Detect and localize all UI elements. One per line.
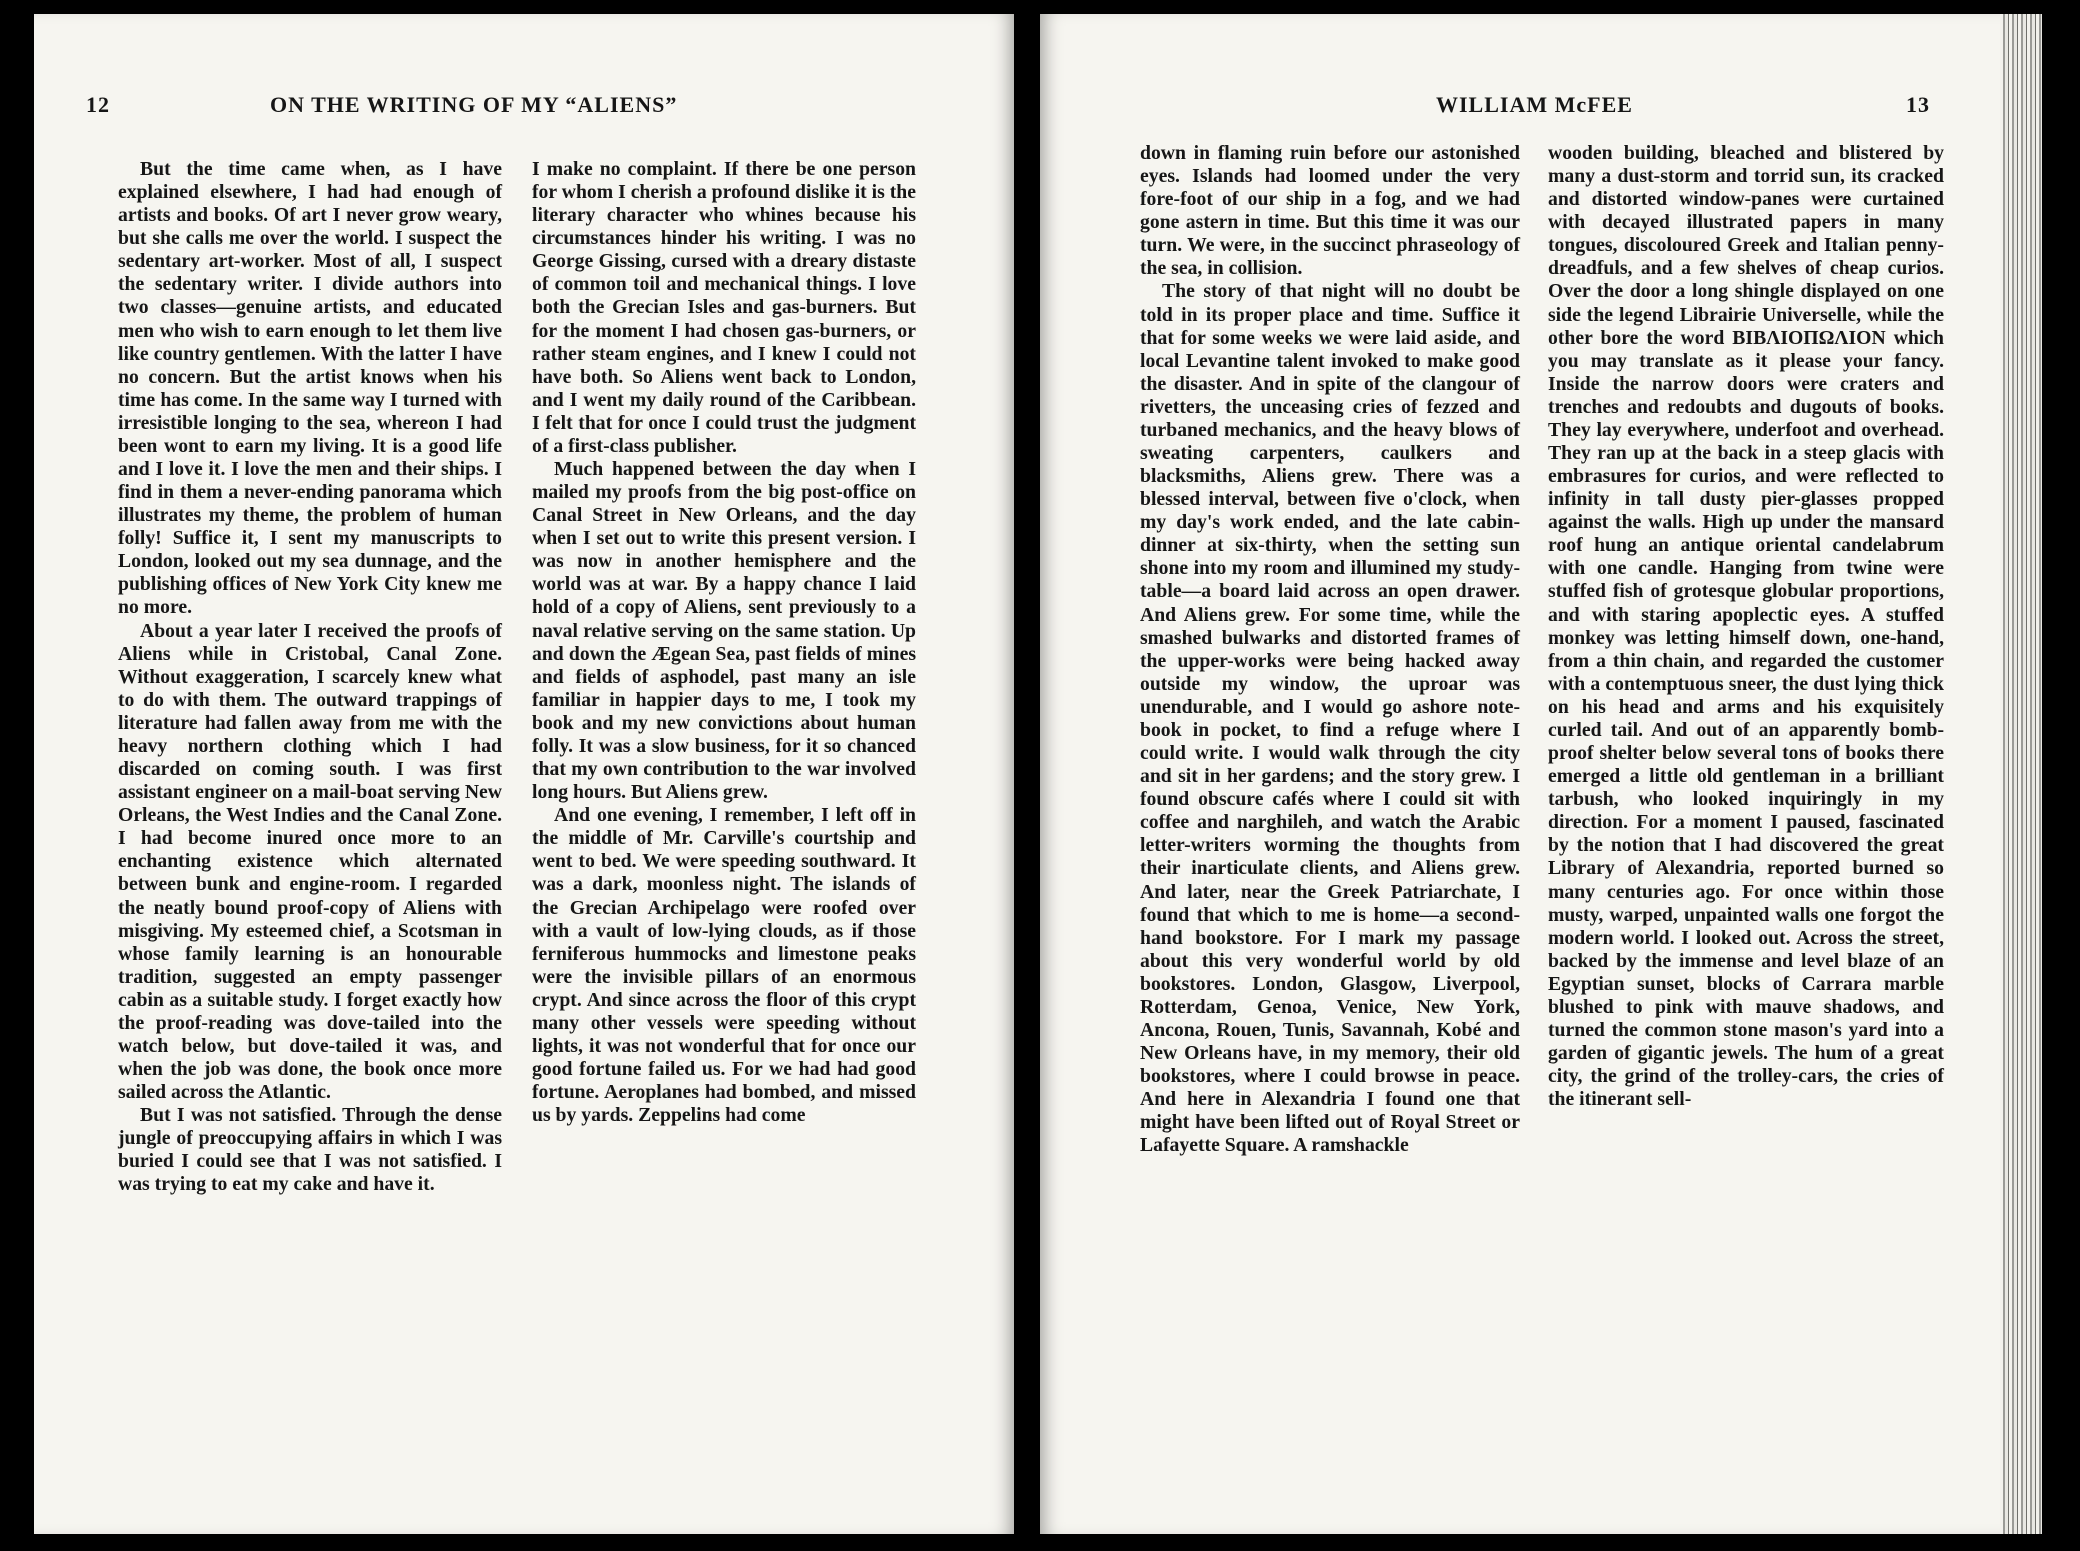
right-page-number: 13 bbox=[1906, 92, 1930, 117]
page-edges bbox=[2000, 14, 2042, 1534]
right-text-column-2 bbox=[1548, 142, 1944, 1111]
paragraph: The story of that night will no doubt be told in its proper place and time. Suffice it that for some weeks we were laid aside, and local Levantine talent invoked to make good the disaster. And in spite of the clangour of rivetters, the unceasing cries of fezzed and turbaned mechanics, and the heavy blows of sweating carpenters, caulkers and blacksmiths, Aliens grew. There was a blessed interval, between five o'clock, when my day's work ended, and the late cabin-dinner at six-thirty, when the setting sun shone into my room and illumined my study-table—a board laid across an open drawer. And Aliens grew. For some time, while the smashed bulwarks and distorted frames of the upper-works were being hacked away outside my window, the uproar was unendurable, and I would go ashore note-book in pocket, to find a refuge where I could write. I would walk through the city and sit in her gardens; and the story grew. I found obscure cafés where I could sit with coffee and narghileh, and watch the Arabic letter-writers worming the thoughts from their inarticulate clients, and Aliens grew. And later, near the Greek Patriarchate, I found that which to me is home—a second-hand bookstore. For I mark my passage about this very wonderful world by old bookstores. London, Glasgow, Liverpool, Rotterdam, Genoa, Venice, New York, Ancona, Rouen, Tunis, Savannah, Kobé and New Orleans have, in my memory, their old bookstores, where I could browse in peace. And here in Alexandria I found one that might have been lifted out of Royal Street or Lafayette Square. A ramshackle bbox=[1140, 280, 1520, 1157]
left-text-column-2 bbox=[532, 158, 916, 1127]
paragraph: down in flaming ruin before our astonished eyes. Islands had loomed under the very fore-foot of our ship in a fog, and we had gone astern in time. But this time it was our turn. We were, in the succinct phraseology of the sea, in collision. bbox=[1140, 142, 1520, 280]
paragraph: And one evening, I remember, I left off in the middle of Mr. Carville's courtship and went to bed. We were speeding southward. It was a dark, moonless night. The islands of the Grecian Archipelago were roofed over with a vault of low-lying clouds, as if those ferniferous hummocks and limestone peaks were the invisible pillars of an enormous crypt. And since across the floor of this crypt many other vessels were speeding without lights, it was not wonderful that for once our good fortune failed us. For we had had good fortune. Aeroplanes had bombed, and missed us by yards. Zeppelins had come bbox=[532, 804, 916, 1127]
right-running-head: WILLIAM McFEE bbox=[1436, 92, 1633, 117]
left-text-column-1 bbox=[118, 158, 502, 1197]
paragraph: wooden building, bleached and blistered by many a dust-storm and torrid sun, its cracked and distorted window-panes were curtained with decayed illustrated papers in many tongues, discoloured Greek and Italian penny-dreadfuls, and a few shelves of cheap curios. Over the door a long shingle displayed on one side the legend Librairie Universelle, while the other bore the word ΒΙΒΛΙΟΠΩΛΙΟΝ which you may translate as it please your fancy. Inside the narrow doors were craters and trenches and redoubts and dugouts of books. They lay everywhere, underfoot and overhead. They ran up at the back in a steep glacis with embrasures for curios, and were reflected to infinity in tall dusty pier-glasses propped against the walls. High up under the mansard roof hung an antique oriental candelabrum with one candle. Hanging from twine were stuffed fish of grotesque globular proportions, and with staring apoplectic eyes. A stuffed monkey was letting himself down, one-hand, from a thin chain, and regarded the customer with a contemptuous sneer, the dust lying thick on his head and arms and his exquisitely curled tail. And out of an apparently bomb-proof shelter below several tons of books there emerged a little old gentleman in a brilliant tarbush, who looked inquiringly in my direction. For a moment I paused, fascinated by the notion that I had discovered the great Library of Alexandria, reported burned so many centuries ago. For once within those musty, warped, unpainted walls one forgot the modern world. I looked out. Across the street, backed by the immense and level blaze of an Egyptian sunset, blocks of Carrara marble blushed to pink with mauve shadows, and turned the common stone mason's yard into a garden of gigantic jewels. The hum of a great city, the grind of the trolley-cars, the cries of the itinerant sell- bbox=[1548, 142, 1944, 1111]
paragraph: I make no complaint. If there be one person for whom I cherish a profound dislike it is the literary character who whines because his circumstances hinder his writing. I was no George Gissing, cursed with a dreary distaste of common toil and mechanical things. I love both the Grecian Isles and gas-burners. But for the moment I had chosen gas-burners, or rather steam engines, and I knew I could not have both. So Aliens went back to London, and I went my daily round of the Caribbean. I felt that for once I could trust the judgment of a first-class publisher. bbox=[532, 158, 916, 457]
paragraph: But I was not satisfied. Through the dense jungle of preoccupying affairs in which I was buried I could see that I was not satisfied. I was trying to eat my cake and have it. bbox=[118, 1104, 502, 1196]
left-running-head: ON THE WRITING OF MY “ALIENS” bbox=[270, 92, 678, 117]
paragraph: About a year later I received the proofs of Aliens while in Cristobal, Canal Zone. Without exaggeration, I scarcely knew what to do with them. The outward trappings of literature had fallen away from me with the heavy northern clothing which I had discarded on coming south. I was first assistant engineer on a mail-boat serving New Orleans, the West Indies and the Canal Zone. I had become inured once more to an enchanting existence which alternated between bunk and engine-room. I regarded the neatly bound proof-copy of Aliens with misgiving. My esteemed chief, a Scotsman in whose family learning is an honourable tradition, suggested an empty passenger cabin as a suitable study. I forget exactly how the proof-reading was dove-tailed into the watch below, but dove-tailed it was, and when the job was done, the book once more sailed across the Atlantic. bbox=[118, 619, 502, 1104]
paragraph: But the time came when, as I have explained elsewhere, I had had enough of artists and books. Of art I never grow weary, but she calls me over the world. I suspect the sedentary art-worker. Most of all, I suspect the sedentary writer. I divide authors into two classes—genuine artists, and educated men who wish to earn enough to let them live like country gentlemen. With the latter I have no concern. But the artist knows when his time has come. In the same way I turned with irresistible longing to the sea, whereon I had been wont to earn my living. It is a good life and I love it. I love the men and their ships. I find in them a never-ending panorama which illustrates my theme, the problem of human folly! Suffice it, I sent my manuscripts to London, looked out my sea dunnage, and the publishing offices of New York City knew me no more. bbox=[118, 158, 502, 619]
paragraph: Much happened between the day when I mailed my proofs from the big post-office on Canal Street in New Orleans, and the day when I set out to write this present version. I was now in another hemisphere and the world was at war. By a happy chance I laid hold of a copy of Aliens, sent previously to a naval relative serving on the same station. Up and down the Ægean Sea, past fields of mines and fields of asphodel, past many an isle familiar in happier days to me, I took my book and my new convictions about human folly. It was a slow business, for it so chanced that my own contribution to the war involved long hours. But Aliens grew. bbox=[532, 458, 916, 804]
right-text-column-1 bbox=[1140, 142, 1520, 1157]
left-page-number: 12 bbox=[86, 92, 110, 117]
